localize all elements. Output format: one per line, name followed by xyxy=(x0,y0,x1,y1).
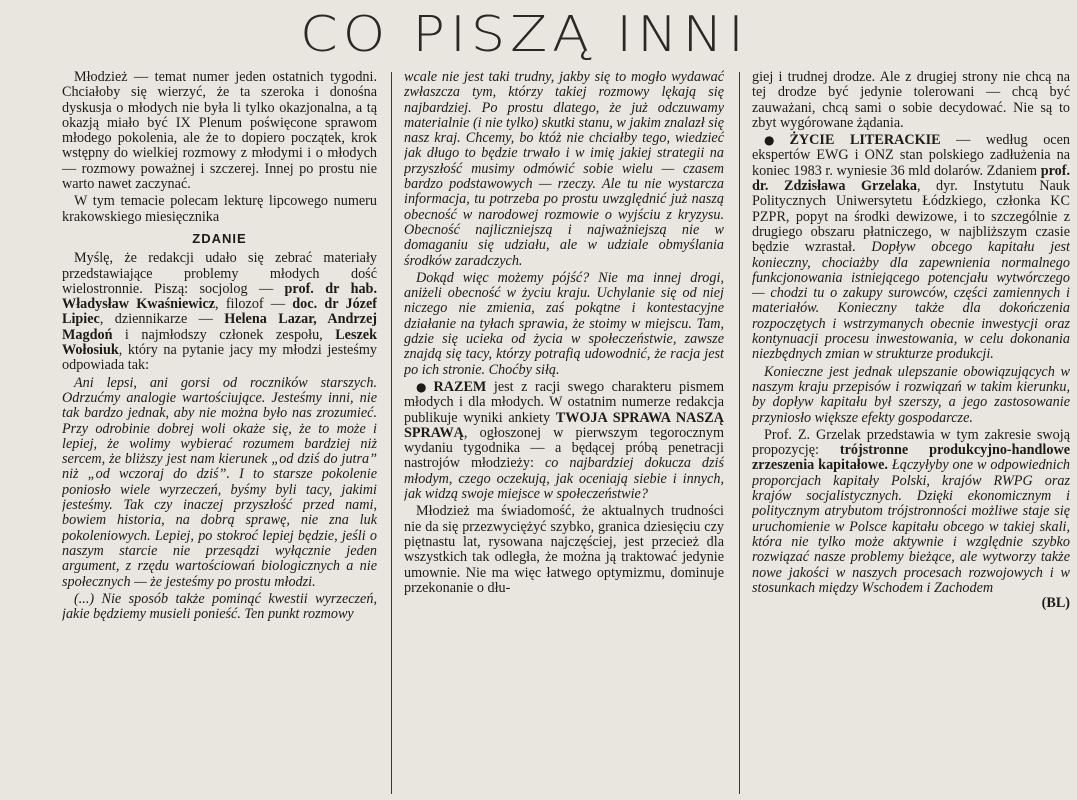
text-run: , który na pytanie jacy my młodzi jesteśmy odpowiada tak: xyxy=(62,342,377,374)
author-name: prof. dr hab. Władysław Kwaśniewicz xyxy=(62,280,377,313)
paragraph: W tym temacie polecam lekturę lipcowego numeru krakowskiego miesięcznika xyxy=(62,193,377,225)
quote-paragraph: (...) Nie sposób także pominąć kwestii wyrzeczeń, jakie będziemy musieli ponieść. Ten punkt rozmowy xyxy=(62,590,377,623)
paragraph xyxy=(62,251,377,373)
bullet-icon: ● xyxy=(416,379,431,394)
author-signature: (BL) xyxy=(1041,595,1070,612)
paragraph xyxy=(752,428,1070,612)
paragraph: giej i trudnej drodze. Ale z drugiej strony nie chcą na tej drodze być jedynie tolerowani — chcą być zauważani, chcą sami o sobie decydować. Nie są to zbyt wygórowane żądania. xyxy=(752,70,1070,131)
paragraph: Młodzież ma świadomość, że aktualnych trudności nie da się przezwyciężyć szybko, granica dziesięciu czy piętnastu lat, rysowana najczęściej, jest przecież dla wszystkich tak odległa, że można ją traktować jedynie umownie. Nie ma więc łatwego optymizmu, dominuje przekonanie o dłu- xyxy=(404,503,724,596)
quote-paragraph: Dokąd więc możemy pójść? Nie ma innej drogi, aniżeli obecność w życiu kraju. Uchylanie się od niej niczego nie zmienia, zaś pokątne i kontestacyjne działanie na tyłach sprawia, że stoimy w miejscu. Tam, gdzie się ucieka od życia w społeczeństwie, zawsze znajdą się tacy, którzy potrafią udowodnić, że racja jest po ich stronie. Choćby siłą. xyxy=(404,269,724,378)
author-name: Leszek Wołosiuk xyxy=(62,326,377,359)
column-divider xyxy=(739,72,740,794)
author-name: doc. dr Józef Lipiec xyxy=(62,296,377,328)
text-run: jest z racji swego charakteru pismem młodych i dla młodych. W ostatnim numerze redakcja publikuje wyniki ankiety xyxy=(404,378,724,426)
text-run: , dyr. Instytutu Nauk Politycznych Uniwersytetu Łódzkiego, członka KC PZPR, popyt na środki dewizowe, i to szczególnie z drugiego obszaru płatniczego, w najbliższym czasie będzie wzrastał. xyxy=(752,178,1070,256)
column-divider xyxy=(391,72,392,794)
text-run: Prof. Z. Grzelak przedstawia w tym zakresie swoją propozycję: xyxy=(752,426,1070,459)
survey-title: TWOJA SPRAWA NASZĄ SPRAWĄ xyxy=(404,409,724,441)
text-run: co najbardziej dokucza dziś młodym, czego oczekują, jak oceniają siebie i innych, jak widzą swoje miejsce w społeczeństwie? xyxy=(404,455,724,503)
author-name: prof. dr. Zdzisława Grzelaka xyxy=(752,162,1070,195)
text-run: Dopływ obcego kapitału jest konieczny, chociażby dla zapewnienia normalnego funkcjonowania istniejącego potencjału wytwórczego — chodzi tu o zakupy surowców, części zamiennych i materiałów. Konieczny także dla dokończenia rozpoczętych i wstrzymanych obecnie inwestycji oraz kontynuacji procesu inwestowania, w celu dokonania niezbędnych zmian w strukturze produkcji. xyxy=(752,239,1070,363)
quote-paragraph: Ani lepsi, ani gorsi od roczników starszych. Odrzućmy analogie wartościujące. Jesteśmy inni, nie tak bardzo jednak, aby nie można było nas zrozumieć. Przy odrobinie dobrej woli okaże się, że to może i lepiej, że wolimy wybierać rozumem bardziej niż sercem, że bliższy jest nam kierunek „od dziś do jutra” niż „od wczoraj do dziś”. I to starsze pokolenie poniosło wiele wyrzeczeń, byśmy byli tacy, jakimi jesteśmy. Tak czy inaczej przyszłość przed nami, bowiem historia, na dobrą sprawę, nie zna luk pokoleniowych. Lepiej, po stokroć lepiej będzie, jeśli o naszym starcie nie przesądzi wyłącznie jeden argument, z rzędu wartościowań biologicznych a nie społecznych — że jesteśmy po prostu młodzi. xyxy=(62,374,377,590)
paragraph: Młodzież — temat numer jeden ostatnich tygodni. Chciałoby się wierzyć, że ta szeroka i donośna dyskusja o młodych nie była li tylko okazjonalna, a tą okazją miało być IX Plenum poświęcone sprawom młodego pokolenia, ale że to dopiero początek, krok wstępny do wielkiej rozmowy z młodymi i o młodych — rozmowy poważnej i szczerej. Innej po prostu nie warto nawet zaczynać. xyxy=(62,70,377,193)
paragraph xyxy=(404,380,724,502)
bullet-icon: ● xyxy=(764,133,787,148)
text-run: , ogłoszonej w pierwszym tegorocznym wydaniu tygodnika — a będącej próbą penetracji nastrojów młodzieży: xyxy=(404,424,724,472)
author-name: Helena Lazar, Andrzej Magdoń xyxy=(62,311,377,343)
text-run: — według ocen ekspertów EWG i ONZ stan polskiego zadłużenia na koniec 1983 r. wyniesie 36 mld dolarów. Zdaniem xyxy=(752,132,1070,179)
column-right xyxy=(752,70,1070,800)
quote-paragraph: wcale nie jest taki trudny, jakby się to mogło wydawać zwłaszcza tym, którzy takiej rozmowy lękają się najbardziej. Po prostu dlatego, że już odczuwamy materialnie (i nie tylko) skutki stanu, w jakim znalazł się nasz kraj. Chcemy, bo któż nie chciałby tego, wiedzieć jak długo to będzie trwało i w imię jakiej strategii na przyszłość musimy odmówić sobie wielu — czasem bardzo podstawowych — rzeczy. Ale tu nie wystarcza informacja, tu potrzeba po prostu uwzględnić już naszą obecność w narodowej rozmowie o wyjściu z kryzysu. Obecność najliczniejszą i najważniejszą nie w domaganiu się udziału, ale w udziale obmyślania środków zaradczych. xyxy=(404,70,724,269)
text-run: trójstronne produkcyjno-handlowe zrzeszenia kapitałowe. xyxy=(752,442,1070,474)
text-run: i najmłodszy członek zespołu, xyxy=(112,326,336,343)
text-run: , dziennikarze — xyxy=(99,311,225,328)
paragraph xyxy=(752,133,1070,362)
column-middle xyxy=(404,70,724,800)
column-left xyxy=(62,70,377,800)
text-run: , filozof — xyxy=(215,296,293,313)
section-heading: ZDANIE xyxy=(192,230,247,246)
section-masthead: CO PISZĄ INNI xyxy=(300,6,749,63)
publication-name: RAZEM xyxy=(433,378,487,395)
text-run: Łączyłyby one w odpowiednich proporcjach kapitały Polski, krajów RWPG oraz krajów socjalistycznych. Dzięki ekonomicznym i politycznym atrybutom trójstronności możliwe staje się uruchomienie w Polsce kapitału obcego w takiej skali, która nie tylko może aktywnie i względnie szybko rozwiązać nasze problemy bieżące, ale wytworzy także nowe jakości w naszych procesach rozwojowych i w stosunkach między Wschodem i Zachodem xyxy=(752,457,1070,596)
quote-paragraph: Konieczne jest jednak ulepszanie obowiązujących w naszym kraju przepisów i rozwiązań w takim kierunku, by dopływ kapitału był szerszy, a jego zastosowanie przyniosło większe efekty gospodarcze. xyxy=(752,363,1070,426)
publication-name: ŻYCIE LITERACKIE xyxy=(789,132,941,149)
text-run: Myślę, że redakcji udało się zebrać materiały przedstawiające problemy młodych dość wielostronnie. Piszą: socjolog — xyxy=(62,250,377,297)
